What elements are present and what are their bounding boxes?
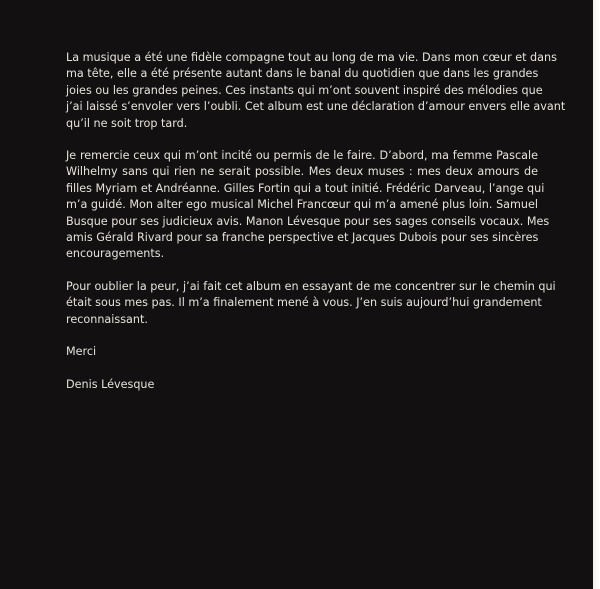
page-edge (593, 0, 600, 589)
paragraph-2-line: m’a guidé. Mon alter ego musical Michel Francœur qui m’a amené plus loin. Samuel (66, 198, 538, 212)
paragraph-2-line: amis Gérald Rivard pour sa franche perspective et Jacques Dubois pour ses sincères (66, 231, 539, 245)
signature: Denis Lévesque (66, 377, 155, 391)
paragraph-1-line: j’ai laissé s’envoler vers l’oubli. Cet album est une déclaration d’amour envers elle avant (66, 100, 566, 114)
paragraph-2-line: Je remercie ceux qui m’ont incité ou permis de le faire. D’abord, ma femme Pascale (66, 149, 538, 163)
paragraph-3-line: reconnaissant. (66, 312, 148, 326)
paragraph-3-line: Pour oublier la peur, j’ai fait cet album en essayant de me concentrer sur le chemin qui (66, 279, 556, 293)
paragraph-2-line: encouragements. (66, 247, 165, 261)
paragraph-2-line: filles Myriam et Andréanne. Gilles Fortin qui a tout initié. Frédéric Darveau, l’ange qui (66, 181, 545, 195)
paragraph-1-line: La musique a été une fidèle compagne tout au long de ma vie. Dans mon cœur et dans (66, 51, 557, 64)
paragraph-2 (66, 148, 550, 263)
paragraph-1-line: ma tête, elle a été présente autant dans le banal du quotidien que dans les grandes (66, 67, 539, 81)
paragraph-1-line: qu’il ne soit trop tard. (66, 116, 188, 130)
paragraph-1 (66, 50, 566, 132)
paragraph-2-line: Wilhelmy sans qui rien ne serait possible. Mes deux muses : mes deux amours de (66, 165, 538, 179)
thanks-line: Merci (66, 345, 97, 359)
paragraph-1-line: joies ou les grandes peines. Ces instants qui m’ont souvent inspiré des mélodies que (66, 83, 543, 97)
paragraph-2-line: Busque pour ses judicieux avis. Manon Lévesque pour ses sages conseils vocaux. Mes (66, 214, 550, 228)
paragraph-3 (66, 279, 556, 328)
letter-text (66, 50, 566, 409)
paragraph-3-line: était sous mes pas. Il m’a finalement mené à vous. J’en suis aujourd’hui grandement (66, 296, 542, 310)
